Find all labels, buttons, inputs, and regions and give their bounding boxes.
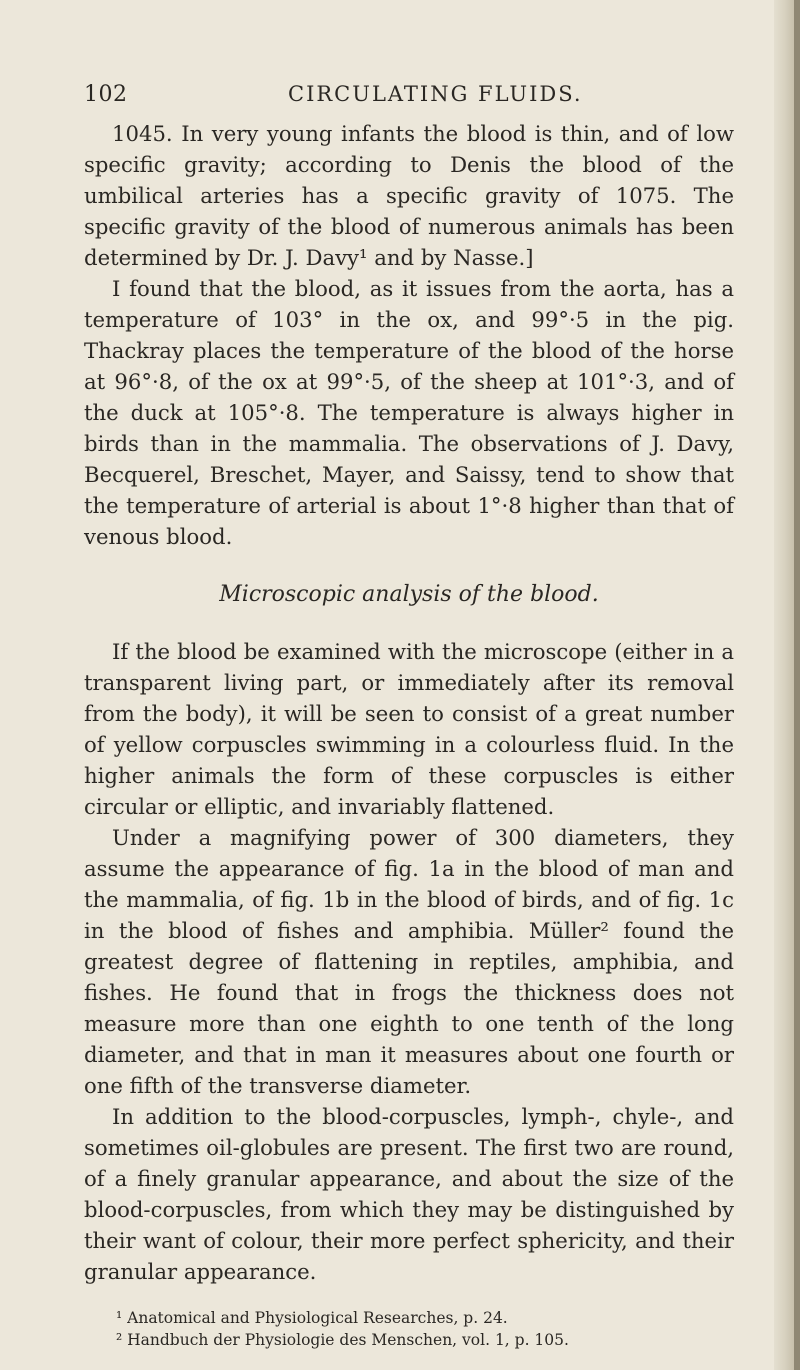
paragraph-1045: 1045. In very young infants the blood is thin, and of low specific gravity; according to Denis the blood of the umbilical arteries has a specific gravity of 1075. The specific gravity of the blood of numerous animals has been determined by Dr. J. Davy¹ and by Nasse.]: [84, 121, 734, 270]
footnote-2: ² Handbuch der Physiologie des Menschen, vol. 1, p. 105.: [116, 1331, 569, 1349]
section-heading: Microscopic analysis of the blood.: [219, 582, 599, 607]
footnote-1: ¹ Anatomical and Physiological Researches, p. 24.: [116, 1309, 508, 1327]
page-number: 102: [84, 82, 128, 107]
page-edge: [794, 0, 800, 1370]
body-text: [84, 118, 734, 1351]
paragraph-temperature: I found that the blood, as it issues from the aorta, has a temperature of 103° in the ox, and 99°·5 in the pig. Thackray places the temperature of the blood of the horse at 96°·8, of the ox at 99°·5, of the sheep at 101°·3, and of the duck at 105°·8. The temperature is always higher in birds than in the mammalia. The observations of J. Davy, Becquerel, Breschet, Mayer, and Saissy, tend to show that the temperature of arterial is about 1°·8 higher than that of venous blood.: [84, 276, 734, 549]
page-header: [84, 82, 734, 112]
paragraph-magnifying: Under a magnifying power of 300 diameters, they assume the appearance of fig. 1a in the blood of man and the mammalia, of fig. 1b in the blood of birds, and of fig. 1c in the blood of fishes and amphibia. Müller² found the greatest degree of flattening in reptiles, amphibia, and fishes. He found that in frogs the thickness does not measure more than one eighth to one tenth of the long diameter, and that in man it measures about one fourth or one fifth of the transverse diameter.: [84, 825, 734, 1098]
footnotes: [84, 1307, 734, 1351]
running-head: CIRCULATING FLUIDS.: [288, 82, 583, 106]
paragraph-globules: In addition to the blood-corpuscles, lymph-, chyle-, and sometimes oil-globules are present. The first two are round, of a finely granular appearance, and about the size of the blood-corpuscles, from which they may be distinguished by their want of colour, their more perfect sphericity, and their granular appearance.: [84, 1104, 734, 1284]
paragraph-microscope: If the blood be examined with the microscope (either in a transparent living part, or immediately after its removal from the body), it will be seen to consist of a great number of yellow corpuscles swimming in a colourless fluid. In the higher animals the form of these corpuscles is either circular or elliptic, and invariably flattened.: [84, 639, 734, 819]
